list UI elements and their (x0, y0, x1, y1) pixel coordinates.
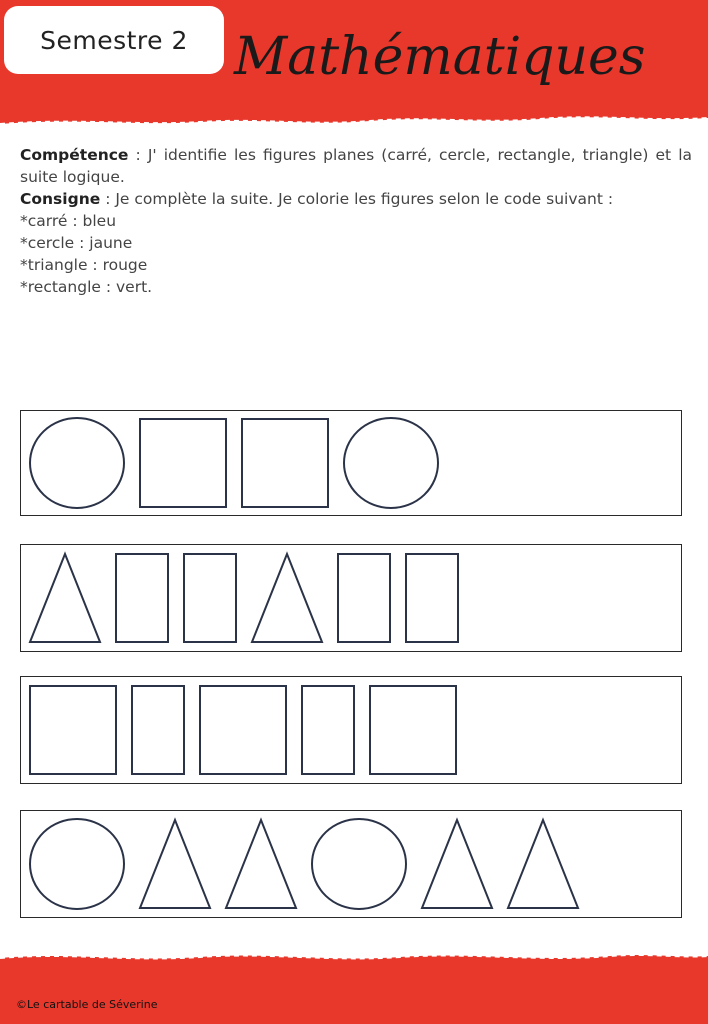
sequence-row-3[interactable] (20, 676, 682, 784)
rectangle-shape[interactable] (116, 554, 168, 642)
square-shape[interactable] (242, 419, 328, 507)
footer-credit: ©Le cartable de Séverine (16, 998, 158, 1011)
sequence-shapes (21, 411, 681, 515)
circle-shape[interactable] (344, 418, 438, 508)
sequence-shapes (21, 811, 681, 917)
page-title: Mathématiques (234, 27, 646, 87)
consigne-label: Consigne (20, 190, 101, 208)
color-code-item: *cercle : jaune (20, 234, 133, 252)
sequence-row-2[interactable] (20, 544, 682, 652)
sequence-shapes (21, 545, 681, 651)
consigne-text: : Je complète la suite. Je colorie les figures selon le code suivant : (105, 190, 614, 208)
rectangle-shape[interactable] (132, 686, 184, 774)
color-code-item: *triangle : rouge (20, 256, 148, 274)
semester-label: Semestre 2 (4, 6, 224, 74)
sequence-row-4[interactable] (20, 810, 682, 918)
circle-shape[interactable] (30, 819, 124, 909)
triangle-shape[interactable] (30, 554, 100, 642)
color-code-item: *rectangle : vert. (20, 278, 153, 296)
circle-shape[interactable] (312, 819, 406, 909)
square-shape[interactable] (30, 686, 116, 774)
competence-text: : J' identifie les figures planes (carré, cercle, rectangle, triangle) et la suite logique. (20, 146, 692, 186)
rectangle-shape[interactable] (184, 554, 236, 642)
rectangle-shape[interactable] (302, 686, 354, 774)
square-shape[interactable] (200, 686, 286, 774)
consigne-line (20, 188, 692, 210)
square-shape[interactable] (140, 419, 226, 507)
sequence-shapes (21, 677, 681, 783)
competence-line (20, 144, 692, 188)
triangle-shape[interactable] (226, 820, 296, 908)
competence-label: Compétence (20, 146, 129, 164)
triangle-shape[interactable] (140, 820, 210, 908)
color-code-item: *carré : bleu (20, 212, 117, 230)
triangle-shape[interactable] (508, 820, 578, 908)
rectangle-shape[interactable] (338, 554, 390, 642)
circle-shape[interactable] (30, 418, 124, 508)
instructions (20, 144, 692, 298)
sequence-row-1[interactable] (20, 410, 682, 516)
square-shape[interactable] (370, 686, 456, 774)
footer-band (0, 950, 708, 1024)
triangle-shape[interactable] (252, 554, 322, 642)
triangle-shape[interactable] (422, 820, 492, 908)
rectangle-shape[interactable] (406, 554, 458, 642)
